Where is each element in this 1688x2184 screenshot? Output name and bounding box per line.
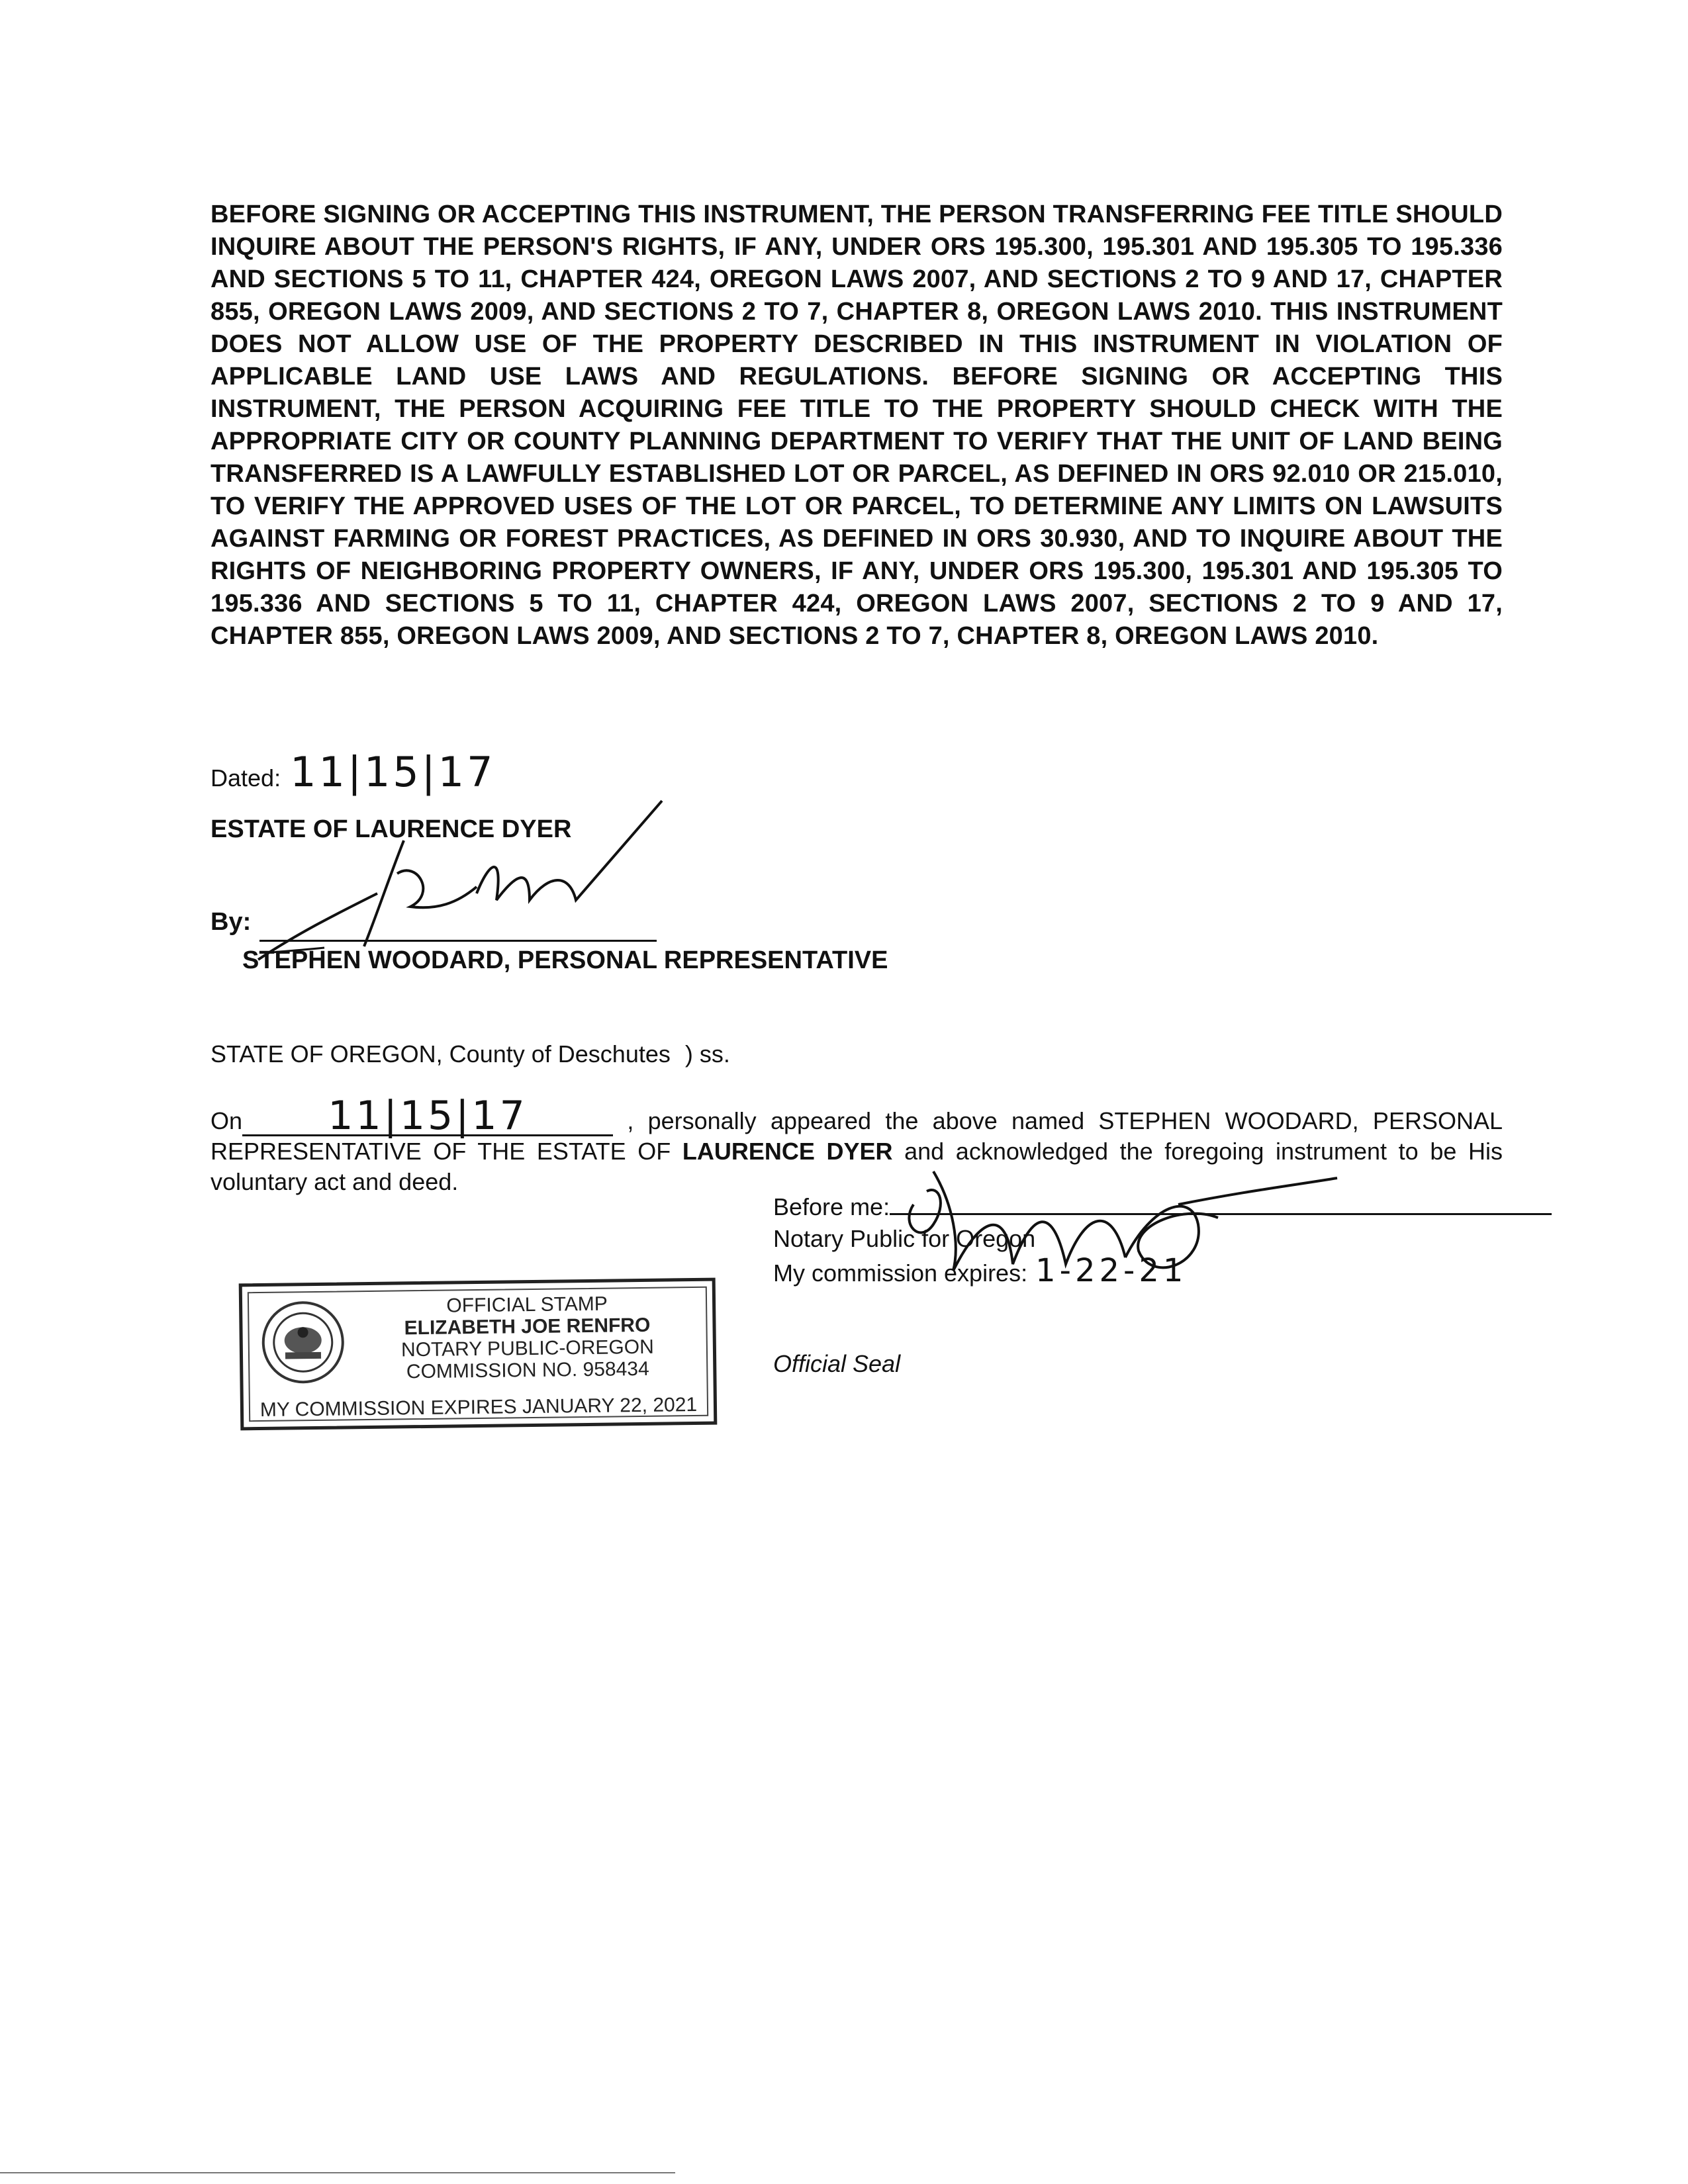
stamp-notary-office: NOTARY PUBLIC-OREGON: [400, 1336, 654, 1361]
ss-mark: ) ss.: [684, 1040, 730, 1068]
ack-text-part1: , personally appeared the above named STEPHEN WOODARD, PERSONAL REPRESENTATIVE OF THE ESTATE OF: [211, 1107, 1503, 1165]
notary-stamp: [239, 1278, 718, 1431]
stamp-notary-name: ELIZABETH JOE RENFRO: [404, 1314, 651, 1340]
state-county: STATE OF OREGON, County of Deschutes: [211, 1040, 671, 1068]
before-me-label: Before me:: [773, 1193, 890, 1220]
by-label: By:: [211, 908, 252, 936]
official-seal-label: Official Seal: [773, 1350, 901, 1377]
estate-name: ESTATE OF LAURENCE DYER: [211, 815, 572, 843]
ack-date-handwritten: 11|15|17: [242, 1097, 613, 1136]
notary-title: Notary Public for Oregon: [773, 1225, 1036, 1252]
notary-signature-line: [890, 1193, 1552, 1215]
dated-label: Dated:: [211, 764, 281, 792]
on-label: On: [211, 1107, 243, 1134]
notary-block: [773, 1191, 1552, 1289]
ack-text-part2: and acknowledged the foregoing instrument to be His voluntary act and deed.: [211, 1138, 1503, 1195]
expires-label: My commission expires:: [773, 1259, 1028, 1287]
dated-line: [211, 748, 496, 796]
stamp-expiration: MY COMMISSION EXPIRES JANUARY 22, 2021: [259, 1393, 698, 1422]
land-use-disclaimer: BEFORE SIGNING OR ACCEPTING THIS INSTRUMENT, THE PERSON TRANSFERRING FEE TITLE SHOULD INQUIRE ABOUT THE PERSON'S RIGHTS, IF ANY, UNDER ORS 195.300, 195.301 AND 195.305 TO 195.336 AND SECTIONS 5 TO 11, CHAPTER 424, OREGON LAWS 2007, AND SECTIONS 2 TO 9 AND 17, CHAPTER 855, OREGON LAWS 2009, AND SECTIONS 2 TO 7, CHAPTER 8, OREGON LAWS 2010. THIS INSTRUMENT DOES NOT ALLOW USE OF THE PROPERTY DESCRIBED IN THIS INSTRUMENT IN VIOLATION OF APPLICABLE LAND USE LAWS AND REGULATIONS. BEFORE SIGNING OR ACCEPTING THIS INSTRUMENT, THE PERSON ACQUIRING FEE TITLE TO THE PROPERTY SHOULD CHECK WITH THE APPROPRIATE CITY OR COUNTY PLANNING DEPARTMENT TO VERIFY THAT THE UNIT OF LAND BEING TRANSFERRED IS A LAWFULLY ESTABLISHED LOT OR PARCEL, AS DEFINED IN ORS 92.010 OR 215.010, TO VERIFY THE APPROVED USES OF THE LOT OR PARCEL, TO DETERMINE ANY LIMITS ON LAWSUITS AGAINST FARMING OR FOREST PRACTICES, AS DEFINED IN ORS 30.930, AND TO INQUIRE ABOUT THE RIGHTS OF NEIGHBORING PROPERTY OWNERS, IF ANY, UNDER ORS 195.300, 195.301 AND 195.305 TO 195.336 AND SECTIONS 5 TO 11, CHAPTER 424, OREGON LAWS 2007, SECTIONS 2 TO 9 AND 17, CHAPTER 855, OREGON LAWS 2009, AND SECTIONS 2 TO 7, CHAPTER 8, OREGON LAWS 2010.: [211, 201, 1503, 650]
expires-line: [773, 1252, 1552, 1289]
expires-handwritten-value: 1-22-21: [1035, 1252, 1188, 1289]
venue-line: [211, 1040, 730, 1068]
stamp-title: OFFICIAL STAMP: [446, 1293, 608, 1317]
state-seal-icon: [259, 1298, 347, 1386]
dated-handwritten-value: 11|15|17: [290, 748, 496, 796]
signature-line: [259, 940, 657, 942]
stamp-commission-number: COMMISSION NO. 958434: [406, 1357, 649, 1383]
before-me-line: [773, 1191, 1552, 1223]
signer-name: STEPHEN WOODARD, PERSONAL REPRESENTATIVE: [242, 946, 888, 974]
ack-estate-name: LAURENCE DYER: [682, 1138, 893, 1165]
bottom-scan-rule: [0, 2172, 675, 2173]
stamp-text: [355, 1292, 700, 1383]
